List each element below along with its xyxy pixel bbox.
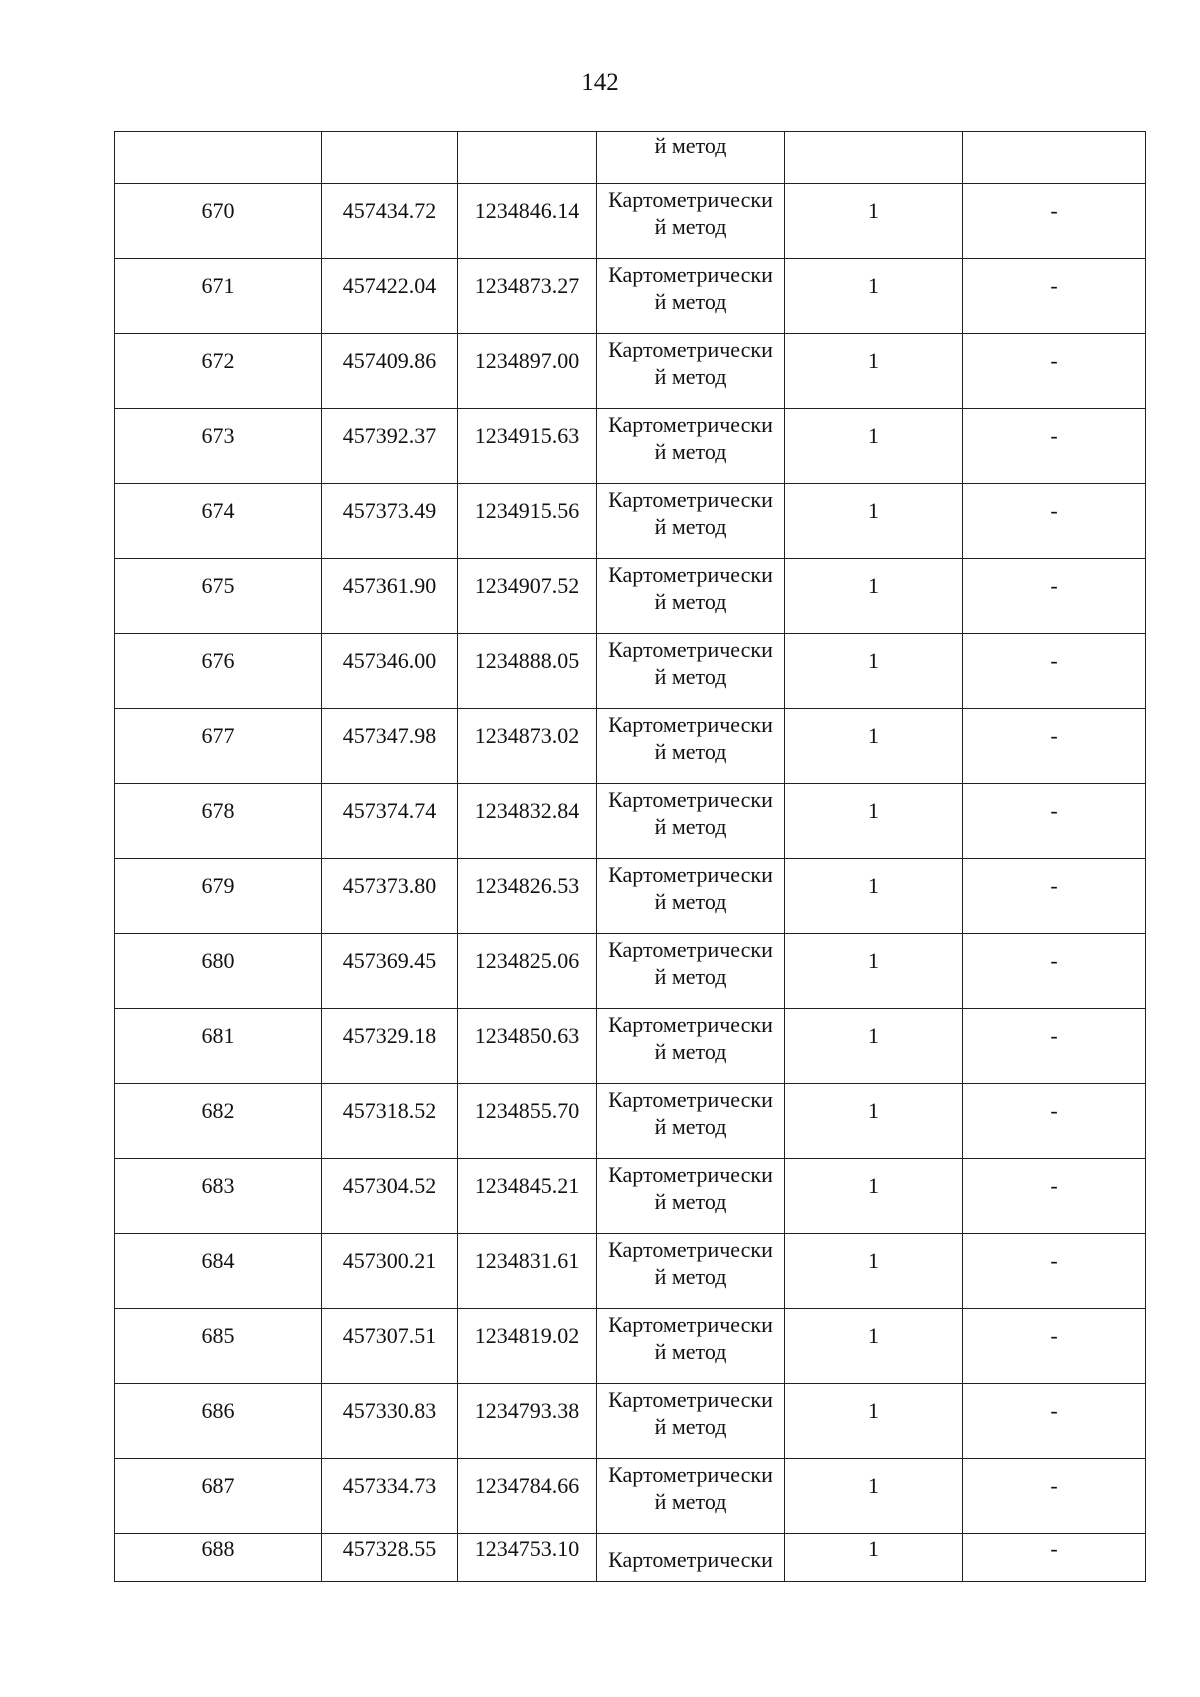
- method-text-continued: й метод: [654, 1039, 727, 1064]
- y-coordinate-cell: [458, 1534, 597, 1582]
- point-number-cell: [115, 1309, 322, 1384]
- table-row: [115, 1009, 1146, 1084]
- accuracy-cell: [785, 1459, 963, 1534]
- point-number: 674: [201, 498, 235, 523]
- method-cell: [597, 1234, 785, 1309]
- accuracy-cell: [785, 709, 963, 784]
- accuracy-value: 1: [868, 198, 879, 223]
- table-row: [115, 1459, 1146, 1534]
- point-number-cell: [115, 409, 322, 484]
- y-coordinate: 1234831.61: [474, 1248, 580, 1273]
- point-number: 677: [201, 723, 235, 748]
- accuracy-value: 1: [868, 423, 879, 448]
- accuracy-cell: [785, 1384, 963, 1459]
- note-cell: [963, 1534, 1146, 1582]
- point-number-cell: [115, 184, 322, 259]
- accuracy-value: 1: [868, 648, 879, 673]
- y-coordinate: 1234915.63: [474, 423, 580, 448]
- note-cell: [963, 1084, 1146, 1159]
- method-text-continued: й метод: [654, 439, 727, 464]
- method-text-continued: й метод: [654, 814, 727, 839]
- note-value: -: [1050, 1536, 1058, 1561]
- method-cell: [597, 484, 785, 559]
- point-number: 670: [201, 198, 235, 223]
- method-cell: [597, 1159, 785, 1234]
- y-coordinate-cell: [458, 409, 597, 484]
- note-cell: [963, 1234, 1146, 1309]
- point-number: 671: [201, 273, 235, 298]
- y-coordinate-cell: [458, 1084, 597, 1159]
- method-cell: [597, 1084, 785, 1159]
- method-text-continued: й метод: [654, 964, 727, 989]
- point-number: 680: [201, 948, 235, 973]
- accuracy-cell: [785, 184, 963, 259]
- method-cell: [597, 559, 785, 634]
- method-cell: [597, 259, 785, 334]
- method-text-continued: й метод: [654, 1489, 727, 1514]
- y-coordinate: 1234850.63: [474, 1023, 580, 1048]
- method-cell: [597, 1384, 785, 1459]
- point-number-cell: [115, 1459, 322, 1534]
- accuracy-value: 1: [868, 723, 879, 748]
- method-text-continued: й метод: [654, 289, 727, 314]
- accuracy-value: 1: [868, 498, 879, 523]
- accuracy-cell: [785, 1009, 963, 1084]
- y-coordinate: 1234784.66: [474, 1473, 580, 1498]
- x-coordinate-cell: [322, 484, 458, 559]
- point-number: 686: [201, 1398, 235, 1423]
- accuracy-cell: [785, 784, 963, 859]
- coordinates-table: [114, 131, 1146, 1582]
- note-value: -: [1050, 1398, 1058, 1423]
- y-coordinate-cell: [458, 709, 597, 784]
- method-text: й метод: [654, 133, 727, 158]
- x-coordinate: 457409.86: [342, 348, 437, 373]
- x-coordinate: 457434.72: [342, 198, 437, 223]
- method-text-continued: й метод: [654, 214, 727, 239]
- note-value: -: [1050, 798, 1058, 823]
- x-coordinate: 457392.37: [342, 423, 437, 448]
- y-coordinate: 1234855.70: [474, 1098, 580, 1123]
- note-value: -: [1050, 1323, 1058, 1348]
- accuracy-cell: [785, 1309, 963, 1384]
- note-cell: [963, 784, 1146, 859]
- note-value: -: [1050, 948, 1058, 973]
- accuracy-cell: [785, 559, 963, 634]
- x-coordinate-cell: [322, 409, 458, 484]
- point-number-cell: [115, 859, 322, 934]
- note-cell: [963, 1009, 1146, 1084]
- accuracy-cell: [785, 484, 963, 559]
- note-cell: [963, 859, 1146, 934]
- x-coordinate-cell: [322, 132, 458, 184]
- method-cell: [597, 934, 785, 1009]
- point-number-cell: [115, 634, 322, 709]
- y-coordinate-cell: [458, 1459, 597, 1534]
- method-text: Картометрически: [608, 187, 773, 212]
- method-text-continued: й метод: [654, 364, 727, 389]
- method-text-continued: й метод: [654, 1189, 727, 1214]
- x-coordinate-cell: [322, 634, 458, 709]
- x-coordinate: 457329.18: [342, 1023, 437, 1048]
- method-cell: [597, 709, 785, 784]
- point-number: 675: [201, 573, 235, 598]
- method-text: Картометрически: [608, 1237, 773, 1262]
- x-coordinate-cell: [322, 559, 458, 634]
- y-coordinate-cell: [458, 859, 597, 934]
- table-row: [115, 559, 1146, 634]
- point-number: 678: [201, 798, 235, 823]
- accuracy-cell: [785, 634, 963, 709]
- x-coordinate: 457307.51: [342, 1323, 437, 1348]
- point-number-cell: [115, 1009, 322, 1084]
- note-cell: [963, 334, 1146, 409]
- method-cell: [597, 132, 785, 184]
- method-cell: [597, 409, 785, 484]
- point-number-cell: [115, 709, 322, 784]
- method-text: Картометрически: [608, 337, 773, 362]
- point-number: 672: [201, 348, 235, 373]
- x-coordinate-cell: [322, 1534, 458, 1582]
- accuracy-value: 1: [868, 1323, 879, 1348]
- point-number-cell: [115, 784, 322, 859]
- point-number: 682: [201, 1098, 235, 1123]
- note-value: -: [1050, 723, 1058, 748]
- x-coordinate: 457304.52: [342, 1173, 437, 1198]
- point-number-cell: [115, 1384, 322, 1459]
- note-value: -: [1050, 348, 1058, 373]
- table-row: [115, 1234, 1146, 1309]
- accuracy-value: 1: [868, 1398, 879, 1423]
- accuracy-cell: [785, 259, 963, 334]
- accuracy-cell: [785, 1534, 963, 1582]
- y-coordinate-cell: [458, 934, 597, 1009]
- method-text-continued: й метод: [654, 664, 727, 689]
- table-row: [115, 934, 1146, 1009]
- note-cell: [963, 1309, 1146, 1384]
- point-number-cell: [115, 1234, 322, 1309]
- table-row: [115, 1159, 1146, 1234]
- point-number: 688: [201, 1536, 235, 1561]
- note-value: -: [1050, 1098, 1058, 1123]
- x-coordinate: 457361.90: [342, 573, 437, 598]
- y-coordinate: 1234897.00: [474, 348, 580, 373]
- method-text-continued: й метод: [654, 1414, 727, 1439]
- x-coordinate: 457369.45: [342, 948, 437, 973]
- accuracy-cell: [785, 409, 963, 484]
- y-coordinate-cell: [458, 1384, 597, 1459]
- note-value: -: [1050, 1248, 1058, 1273]
- note-value: -: [1050, 198, 1058, 223]
- note-value: -: [1050, 423, 1058, 448]
- note-value: -: [1050, 573, 1058, 598]
- note-cell: [963, 1384, 1146, 1459]
- point-number: 684: [201, 1248, 235, 1273]
- accuracy-cell: [785, 334, 963, 409]
- accuracy-value: 1: [868, 1173, 879, 1198]
- x-coordinate: 457330.83: [342, 1398, 437, 1423]
- method-cell: [597, 859, 785, 934]
- accuracy-value: 1: [868, 1023, 879, 1048]
- point-number-cell: [115, 259, 322, 334]
- x-coordinate-cell: [322, 1309, 458, 1384]
- x-coordinate-cell: [322, 934, 458, 1009]
- accuracy-value: 1: [868, 573, 879, 598]
- accuracy-cell: [785, 1084, 963, 1159]
- note-cell: [963, 559, 1146, 634]
- method-text: Картометрически: [608, 1462, 773, 1487]
- note-value: -: [1050, 648, 1058, 673]
- method-cell: [597, 1534, 785, 1582]
- x-coordinate-cell: [322, 1009, 458, 1084]
- y-coordinate-cell: [458, 634, 597, 709]
- point-number: 683: [201, 1173, 235, 1198]
- note-cell: [963, 1459, 1146, 1534]
- y-coordinate-cell: [458, 1309, 597, 1384]
- note-value: -: [1050, 873, 1058, 898]
- y-coordinate: 1234753.10: [474, 1536, 580, 1561]
- x-coordinate-cell: [322, 709, 458, 784]
- table-row: [115, 1384, 1146, 1459]
- method-text: Картометрически: [608, 1087, 773, 1112]
- method-text: Картометрически: [608, 1312, 773, 1337]
- method-text: Картометрически: [608, 712, 773, 737]
- y-coordinate: 1234826.53: [474, 873, 580, 898]
- table-body: [115, 132, 1146, 1582]
- page-number: 142: [581, 69, 619, 96]
- y-coordinate-cell: [458, 784, 597, 859]
- accuracy-value: 1: [868, 948, 879, 973]
- table-row: [115, 1309, 1146, 1384]
- accuracy-value: 1: [868, 1098, 879, 1123]
- table-row-last: [115, 1534, 1146, 1582]
- y-coordinate-cell: [458, 1234, 597, 1309]
- point-number-cell: [115, 1159, 322, 1234]
- note-value: -: [1050, 1473, 1058, 1498]
- x-coordinate-cell: [322, 859, 458, 934]
- table-row: [115, 409, 1146, 484]
- method-text: Картометрически: [608, 937, 773, 962]
- method-text: Картометрически: [608, 412, 773, 437]
- x-coordinate: 457373.80: [342, 873, 437, 898]
- note-cell: [963, 934, 1146, 1009]
- method-text: Картометрически: [608, 487, 773, 512]
- method-text-continued: й метод: [654, 739, 727, 764]
- accuracy-cell: [785, 132, 963, 184]
- accuracy-cell: [785, 1234, 963, 1309]
- table-row: [115, 784, 1146, 859]
- y-coordinate: 1234873.02: [474, 723, 580, 748]
- accuracy-value: 1: [868, 1536, 879, 1561]
- x-coordinate-cell: [322, 259, 458, 334]
- table-row: [115, 184, 1146, 259]
- point-number-cell: [115, 132, 322, 184]
- method-text-continued: й метод: [654, 589, 727, 614]
- method-text-continued: й метод: [654, 514, 727, 539]
- table-row-continuation: [115, 132, 1146, 184]
- x-coordinate-cell: [322, 334, 458, 409]
- x-coordinate: 457334.73: [342, 1473, 437, 1498]
- y-coordinate-cell: [458, 334, 597, 409]
- y-coordinate: 1234873.27: [474, 273, 580, 298]
- note-value: -: [1050, 1173, 1058, 1198]
- y-coordinate: 1234832.84: [474, 798, 580, 823]
- point-number: 673: [201, 423, 235, 448]
- y-coordinate: 1234907.52: [474, 573, 580, 598]
- method-cell: [597, 634, 785, 709]
- x-coordinate-cell: [322, 1084, 458, 1159]
- table-row: [115, 859, 1146, 934]
- table-row: [115, 1084, 1146, 1159]
- x-coordinate-cell: [322, 1159, 458, 1234]
- method-text-continued: й метод: [654, 1114, 727, 1139]
- method-text: Картометрически: [608, 262, 773, 287]
- note-value: -: [1050, 1023, 1058, 1048]
- y-coordinate-cell: [458, 132, 597, 184]
- accuracy-value: 1: [868, 873, 879, 898]
- note-cell: [963, 132, 1146, 184]
- method-text-continued: й метод: [654, 889, 727, 914]
- point-number: 679: [201, 873, 235, 898]
- y-coordinate: 1234793.38: [474, 1398, 580, 1423]
- x-coordinate: 457347.98: [342, 723, 437, 748]
- x-coordinate-cell: [322, 1234, 458, 1309]
- y-coordinate-cell: [458, 184, 597, 259]
- method-text-continued: й метод: [654, 1339, 727, 1364]
- method-cell: [597, 1459, 785, 1534]
- table-row: [115, 334, 1146, 409]
- note-value: -: [1050, 498, 1058, 523]
- y-coordinate-cell: [458, 1159, 597, 1234]
- y-coordinate: 1234845.21: [474, 1173, 580, 1198]
- accuracy-cell: [785, 859, 963, 934]
- y-coordinate: 1234888.05: [474, 648, 580, 673]
- y-coordinate: 1234915.56: [474, 498, 580, 523]
- x-coordinate: 457328.55: [342, 1536, 437, 1561]
- x-coordinate-cell: [322, 1384, 458, 1459]
- table-row: [115, 484, 1146, 559]
- point-number-cell: [115, 1084, 322, 1159]
- method-cell: [597, 1009, 785, 1084]
- point-number-cell: [115, 559, 322, 634]
- method-text: Картометрически: [608, 862, 773, 887]
- method-text: Картометрически: [608, 1387, 773, 1412]
- accuracy-cell: [785, 934, 963, 1009]
- x-coordinate: 457318.52: [342, 1098, 437, 1123]
- accuracy-value: 1: [868, 348, 879, 373]
- accuracy-value: 1: [868, 1248, 879, 1273]
- note-cell: [963, 484, 1146, 559]
- note-cell: [963, 184, 1146, 259]
- method-cell: [597, 1309, 785, 1384]
- method-text: Картометрически: [608, 562, 773, 587]
- accuracy-value: 1: [868, 1473, 879, 1498]
- point-number: 681: [201, 1023, 235, 1048]
- method-cell: [597, 184, 785, 259]
- x-coordinate-cell: [322, 1459, 458, 1534]
- accuracy-value: 1: [868, 798, 879, 823]
- y-coordinate: 1234825.06: [474, 948, 580, 973]
- note-cell: [963, 409, 1146, 484]
- method-text: Картометрически: [608, 1162, 773, 1187]
- method-text: Картометрически: [608, 1547, 773, 1572]
- method-text-continued: й метод: [654, 1264, 727, 1289]
- point-number: 685: [201, 1323, 235, 1348]
- y-coordinate-cell: [458, 559, 597, 634]
- method-text: Картометрически: [608, 637, 773, 662]
- point-number-cell: [115, 934, 322, 1009]
- note-cell: [963, 259, 1146, 334]
- x-coordinate: 457422.04: [342, 273, 437, 298]
- table-row: [115, 634, 1146, 709]
- accuracy-value: 1: [868, 273, 879, 298]
- x-coordinate: 457374.74: [342, 798, 437, 823]
- note-cell: [963, 634, 1146, 709]
- table-row: [115, 709, 1146, 784]
- method-text: Картометрически: [608, 787, 773, 812]
- point-number: 687: [201, 1473, 235, 1498]
- y-coordinate-cell: [458, 1009, 597, 1084]
- y-coordinate-cell: [458, 484, 597, 559]
- note-cell: [963, 709, 1146, 784]
- x-coordinate: 457300.21: [342, 1248, 437, 1273]
- point-number: 676: [201, 648, 235, 673]
- y-coordinate: 1234846.14: [474, 198, 580, 223]
- x-coordinate: 457373.49: [342, 498, 437, 523]
- note-value: -: [1050, 273, 1058, 298]
- method-cell: [597, 334, 785, 409]
- note-cell: [963, 1159, 1146, 1234]
- point-number-cell: [115, 1534, 322, 1582]
- point-number-cell: [115, 484, 322, 559]
- y-coordinate: 1234819.02: [474, 1323, 580, 1348]
- point-number-cell: [115, 334, 322, 409]
- y-coordinate-cell: [458, 259, 597, 334]
- method-text: Картометрически: [608, 1012, 773, 1037]
- x-coordinate: 457346.00: [342, 648, 437, 673]
- x-coordinate-cell: [322, 784, 458, 859]
- x-coordinate-cell: [322, 184, 458, 259]
- method-cell: [597, 784, 785, 859]
- table-row: [115, 259, 1146, 334]
- accuracy-cell: [785, 1159, 963, 1234]
